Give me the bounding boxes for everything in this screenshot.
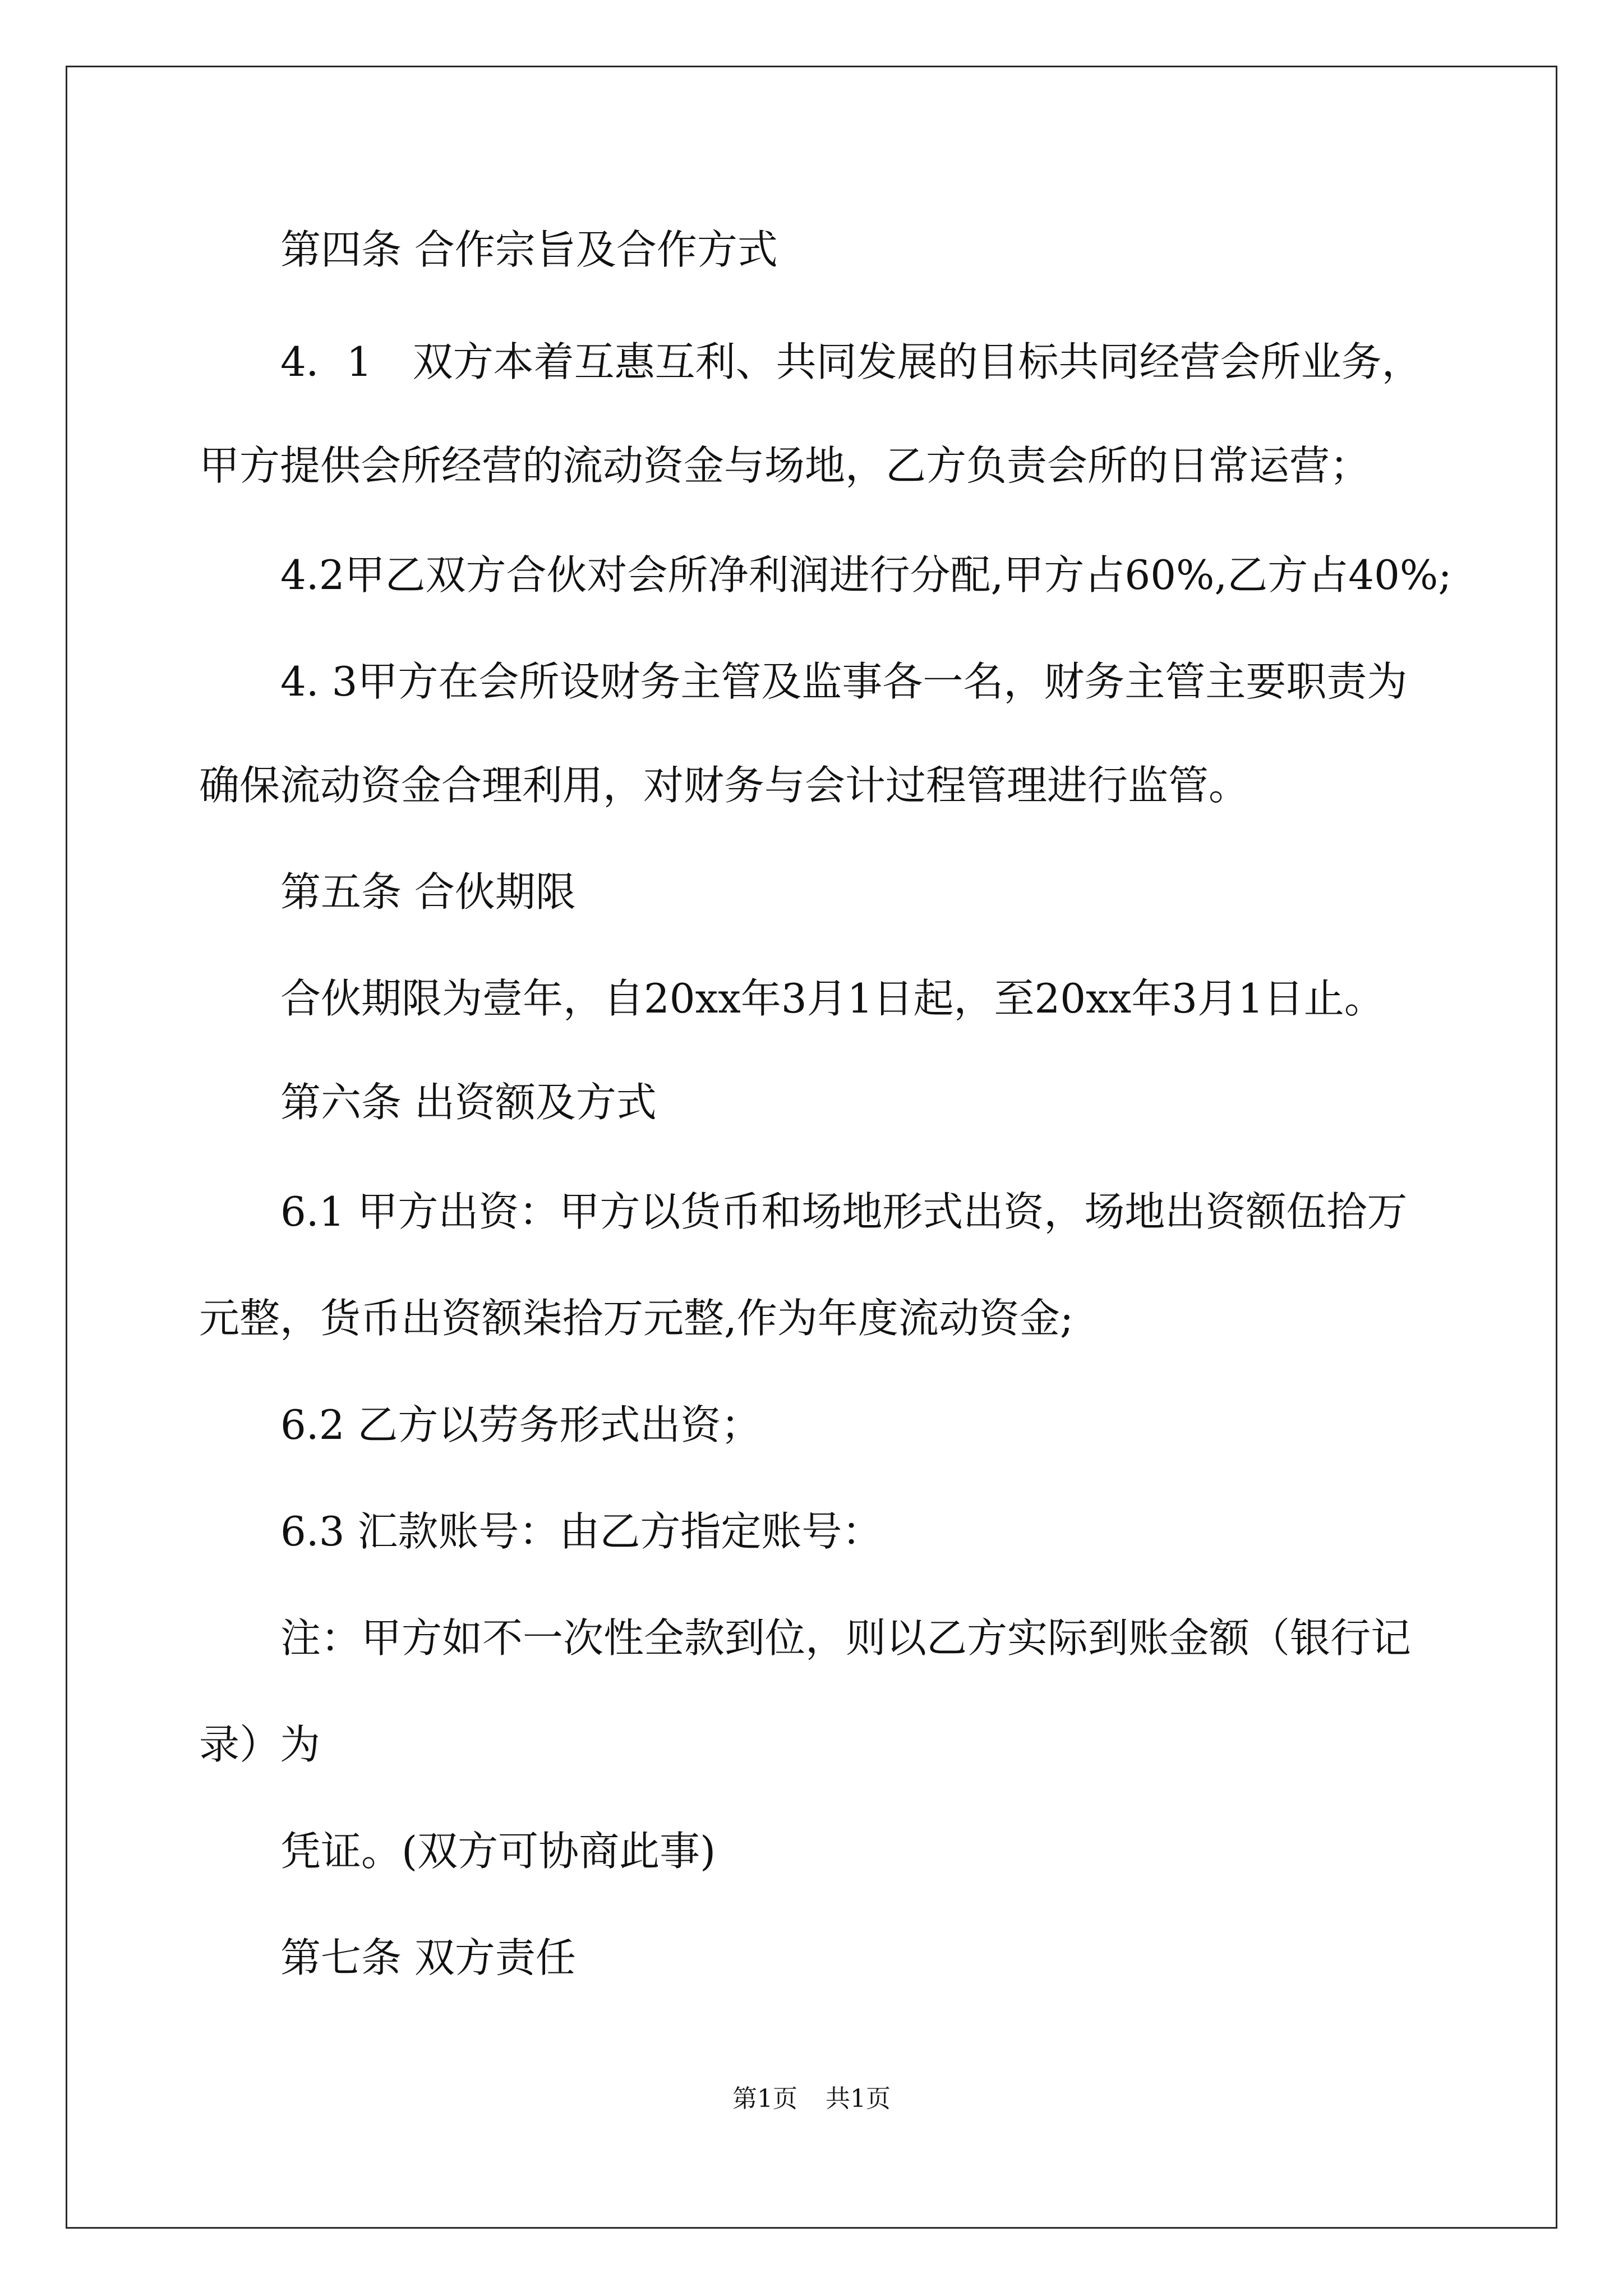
page-number-total: 共1页 [826, 2085, 891, 2113]
clause-6-2: 6.2 乙方以劳务形式出资； [280, 1401, 762, 1448]
partnership-term: 合伙期限为壹年，自20xx年3月1日起，至20xx年3月1日止。 [280, 975, 1385, 1022]
clause-6-3: 6.3 汇款账号：由乙方指定账号： [280, 1508, 883, 1555]
clause-4-3-line-1: 4. 3甲方在会所设财务主管及监事各一名，财务主管主要职责为 [280, 658, 1408, 705]
clause-4-3-line-2: 确保流动资金合理利用，对财务与会计过程管理进行监管。 [199, 762, 1249, 809]
article-6-heading: 第六条 出资额及方式 [280, 1079, 657, 1126]
article-5-heading: 第五条 合伙期限 [280, 868, 576, 915]
note-line-1: 注：甲方如不一次性全款到位，则以乙方实际到账金额（银行记 [280, 1614, 1412, 1662]
page-number-current: 第1页 [732, 2085, 797, 2113]
note-line-2: 录）为 [199, 1721, 321, 1768]
clause-6-1-line-1: 6.1 甲方出资：甲方以货币和场地形式出资，场地出资额伍拾万 [280, 1188, 1408, 1235]
clause-4-2: 4.2甲乙双方合伙对会所净利润进行分配,甲方占60%,乙方占40%; [280, 551, 1452, 599]
page-border [66, 66, 1557, 2229]
clause-4-1-line-1: 4．1 双方本着互惠互利、共同发展的目标共同经营会所业务， [280, 338, 1422, 385]
page-footer [0, 2082, 1623, 2116]
note-line-3: 凭证。(双方可协商此事) [280, 1828, 716, 1875]
article-7-heading: 第七条 双方责任 [280, 1934, 576, 1981]
clause-4-1-line-2: 甲方提供会所经营的流动资金与场地，乙方负责会所的日常运营； [199, 442, 1371, 489]
article-4-heading: 第四条 合作宗旨及合作方式 [280, 226, 778, 273]
clause-6-1-line-2: 元整，货币出资额柒拾万元整,作为年度流动资金; [199, 1295, 1074, 1342]
